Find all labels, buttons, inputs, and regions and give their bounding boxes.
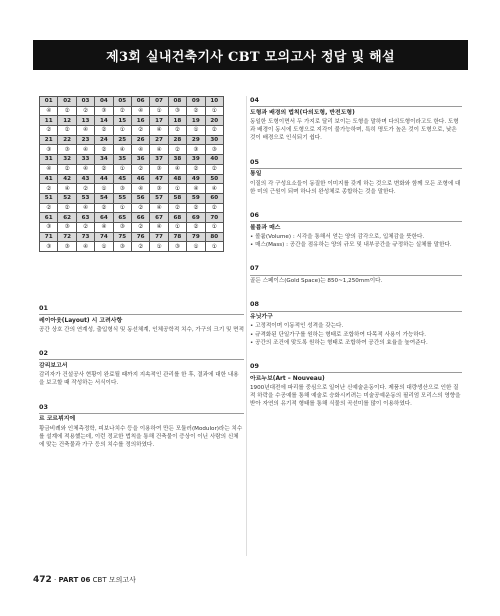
question-number-cell: 16 xyxy=(131,116,149,126)
question-number-cell: 56 xyxy=(131,193,149,203)
question-number-cell: 45 xyxy=(113,174,131,184)
answer-cell: ③ xyxy=(150,184,168,194)
question-number-cell: 49 xyxy=(187,174,205,184)
question-number-row xyxy=(40,155,224,165)
answer-cell: ③ xyxy=(168,106,186,116)
explanation-section xyxy=(39,349,244,387)
explanation-section xyxy=(250,211,462,249)
answer-cell: ② xyxy=(40,126,58,136)
question-number-cell: 37 xyxy=(150,155,168,165)
explanation-section xyxy=(250,96,462,143)
explanation-section xyxy=(39,304,244,334)
answer-cell: ③ xyxy=(168,242,186,252)
explanation-number: 08 xyxy=(250,300,462,311)
answer-cell: ② xyxy=(95,145,113,155)
page-title: 제3회 실내건축기사 CBT 모의고사 정답 및 해설 xyxy=(106,49,395,65)
answer-row xyxy=(40,145,224,155)
question-number-cell: 71 xyxy=(40,232,58,242)
question-number-cell: 44 xyxy=(95,174,113,184)
answer-cell: ④ xyxy=(95,222,113,232)
answer-cell: ① xyxy=(205,242,223,252)
answer-cell: ④ xyxy=(187,184,205,194)
question-number-row xyxy=(40,232,224,242)
answer-cell: ③ xyxy=(40,242,58,252)
question-number-cell: 50 xyxy=(205,174,223,184)
answer-cell: ② xyxy=(205,164,223,174)
question-number-cell: 66 xyxy=(131,213,149,223)
question-number-cell: 23 xyxy=(76,135,94,145)
explanation-text: 동일한 도형이면서 두 가지로 달리 보이는 도형을 말하며 다의도형이라고도 한다. 도형과 배경이 동시에 도형으로 지각이 불가능하며, 특히 명도가 높은 것이 도형으로, 낮은 것이 배경으로 인식되기 쉽다. xyxy=(250,119,459,142)
question-number-cell: 28 xyxy=(168,135,186,145)
question-number-cell: 67 xyxy=(150,213,168,223)
answer-cell: ③ xyxy=(187,145,205,155)
question-number-cell: 10 xyxy=(205,97,223,107)
answer-cell: ③ xyxy=(95,106,113,116)
answer-cell: ③ xyxy=(40,145,58,155)
explanation-number: 07 xyxy=(250,264,462,275)
question-number-cell: 35 xyxy=(113,155,131,165)
column-divider xyxy=(246,96,247,556)
question-number-cell: 46 xyxy=(131,174,149,184)
question-number-cell: 48 xyxy=(168,174,186,184)
answer-cell: ④ xyxy=(131,106,149,116)
question-number-cell: 59 xyxy=(187,193,205,203)
explanation-title: 통일 xyxy=(250,171,262,178)
answer-cell: ② xyxy=(187,106,205,116)
answer-cell: ③ xyxy=(58,242,76,252)
answer-row xyxy=(40,126,224,136)
question-number-cell: 61 xyxy=(40,213,58,223)
explanation-text: • 매스(Mass) : 공간을 점유하는 양의 규모 및 내부공간을 규정하는 실체를 말한다. xyxy=(250,242,452,249)
question-number-cell: 39 xyxy=(187,155,205,165)
question-number-cell: 78 xyxy=(168,232,186,242)
explanation-number: 01 xyxy=(39,304,244,315)
question-number-cell: 06 xyxy=(131,97,149,107)
answer-cell: ③ xyxy=(150,164,168,174)
answer-cell: ② xyxy=(168,126,186,136)
question-number-cell: 42 xyxy=(58,174,76,184)
explanation-number: 05 xyxy=(250,158,462,169)
explanation-number: 02 xyxy=(39,349,244,360)
answer-row xyxy=(40,184,224,194)
question-number-cell: 72 xyxy=(58,232,76,242)
answer-cell: ② xyxy=(95,203,113,213)
answer-cell: ④ xyxy=(76,242,94,252)
answer-cell: ④ xyxy=(113,145,131,155)
question-number-cell: 70 xyxy=(205,213,223,223)
answer-cell: ④ xyxy=(131,184,149,194)
question-number-cell: 57 xyxy=(150,193,168,203)
footer-part-label: PART 06 xyxy=(58,576,91,584)
answer-row xyxy=(40,222,224,232)
answer-cell: ④ xyxy=(150,126,168,136)
question-number-cell: 05 xyxy=(113,97,131,107)
answer-cell: ② xyxy=(40,184,58,194)
question-number-cell: 27 xyxy=(150,135,168,145)
question-number-cell: 03 xyxy=(76,97,94,107)
explanation-title: 유닛가구 xyxy=(250,314,273,321)
answer-row xyxy=(40,164,224,174)
explanation-title: 레이아웃(Layout) 시 고려사항 xyxy=(39,317,123,324)
explanation-section xyxy=(39,403,244,450)
question-number-cell: 51 xyxy=(40,193,58,203)
explanation-section xyxy=(250,300,462,347)
answer-cell: ④ xyxy=(168,164,186,174)
question-number-cell: 14 xyxy=(95,116,113,126)
explanation-section xyxy=(250,362,462,409)
question-number-cell: 58 xyxy=(168,193,186,203)
explanation-text: • 공간의 조건에 맞도록 원하는 형태로 조합하여 공간의 효율을 높여준다. xyxy=(250,339,428,346)
question-number-cell: 17 xyxy=(150,116,168,126)
question-number-cell: 26 xyxy=(131,135,149,145)
question-number-cell: 32 xyxy=(58,155,76,165)
answer-cell: ④ xyxy=(58,184,76,194)
answer-cell: ② xyxy=(187,222,205,232)
explanation-text: • 고정적이며 이동적인 성격을 갖는다. xyxy=(250,323,344,330)
question-number-cell: 30 xyxy=(205,135,223,145)
explanation-text: 황금비례와 인체측정학, 피보나치수 등을 이용하여 만든 모듈러(Modulor)라는 치수를 설계에 적용했는데, 이런 정교한 법칙을 통해 건축물이 증상이 이닌 사람의 신체에 맞는 건축물과 가구 등의 치수를 정의하였다. xyxy=(39,425,243,449)
answer-cell: ① xyxy=(113,126,131,136)
question-number-cell: 60 xyxy=(205,193,223,203)
question-number-cell: 65 xyxy=(113,213,131,223)
answer-cell: ① xyxy=(205,106,223,116)
question-number-cell: 76 xyxy=(131,232,149,242)
answer-cell: ② xyxy=(95,164,113,174)
answer-cell: ② xyxy=(131,126,149,136)
answer-cell: ④ xyxy=(150,222,168,232)
explanation-title: 르 코르뷔지에 xyxy=(39,416,76,423)
explanation-number: 03 xyxy=(39,403,244,414)
answer-cell: ② xyxy=(205,203,223,213)
answer-cell: ② xyxy=(131,203,149,213)
answer-cell: ② xyxy=(58,106,76,116)
answer-cell: ② xyxy=(40,203,58,213)
question-number-cell: 22 xyxy=(58,135,76,145)
question-number-cell: 33 xyxy=(76,155,94,165)
answer-cell: ③ xyxy=(113,184,131,194)
question-number-cell: 75 xyxy=(113,232,131,242)
question-number-cell: 74 xyxy=(95,232,113,242)
answer-cell: ① xyxy=(168,184,186,194)
answer-cell: ① xyxy=(205,222,223,232)
question-number-cell: 36 xyxy=(131,155,149,165)
question-number-cell: 08 xyxy=(168,97,186,107)
question-number-cell: 21 xyxy=(40,135,58,145)
explanation-text: 감리자가 건설공사 현황이 완료될 때까지 지속적인 관리를 한 후, 결과에 대한 내용을 보고할 때 작성하는 서식이다. xyxy=(39,372,239,387)
explanation-title: 아르누보(Art – Nouveau) xyxy=(250,375,325,382)
answer-cell: ① xyxy=(95,184,113,194)
answer-cell: ② xyxy=(131,164,149,174)
answer-cell: ① xyxy=(150,106,168,116)
left-explanation-column xyxy=(39,304,244,464)
answer-cell: ② xyxy=(168,203,186,213)
question-number-cell: 15 xyxy=(113,116,131,126)
answer-cell: ② xyxy=(58,126,76,136)
answer-cell: ④ xyxy=(76,145,94,155)
question-number-cell: 02 xyxy=(58,97,76,107)
footer-book-title: CBT 모의고사 xyxy=(92,576,136,584)
explanation-text: 1900년대전에 파리를 중심으로 일어난 신예술운동이다. 제품의 대량생산으로 인한 질적 하락을 수공예를 통해 예술로 승화시키려는 미술공예운동의 필리엄 모리스의 영향을 받아 자연의 유기적 형태를 통해 식물의 곡선미를 많이 이용하였다. xyxy=(250,385,461,408)
explanation-text: • 규격화된 단일가구를 원하는 형태로 조합하여 다목적 사용이 가능하다. xyxy=(250,331,427,338)
explanation-number: 09 xyxy=(250,362,462,373)
explanation-text: 공간 상호 간의 연계성, 출입형식 및 동선체계, 인체공학적 치수, 가구의 크기 및 면적 xyxy=(39,327,244,333)
explanation-number: 06 xyxy=(250,211,462,222)
question-number-cell: 13 xyxy=(76,116,94,126)
question-number-cell: 68 xyxy=(168,213,186,223)
explanation-number: 04 xyxy=(250,96,462,107)
answer-cell: ② xyxy=(95,126,113,136)
answer-cell: ④ xyxy=(131,145,149,155)
answer-cell: ④ xyxy=(40,106,58,116)
question-number-cell: 40 xyxy=(205,155,223,165)
explanation-title: 감리보고서 xyxy=(39,363,68,369)
answer-cell: ② xyxy=(131,222,149,232)
question-number-row xyxy=(40,116,224,126)
question-number-cell: 64 xyxy=(95,213,113,223)
question-number-cell: 24 xyxy=(95,135,113,145)
answer-cell: ④ xyxy=(40,164,58,174)
question-number-cell: 18 xyxy=(168,116,186,126)
answer-cell: ② xyxy=(187,203,205,213)
answer-cell: ④ xyxy=(205,184,223,194)
answer-cell: ② xyxy=(76,222,94,232)
answer-cell: ④ xyxy=(76,164,94,174)
answer-cell: ② xyxy=(205,126,223,136)
explanation-text: 이질의 각 구성요소들이 동질한 이미지를 갖게 하는 것으로 변화와 함께 모든 조형에 대한 미의 근원이 되며 하나의 완성체로 종합하는 것을 말한다. xyxy=(250,180,461,195)
answer-cell: ① xyxy=(113,164,131,174)
answer-cell: ① xyxy=(187,126,205,136)
answer-cell: ② xyxy=(168,145,186,155)
answer-row xyxy=(40,242,224,252)
answer-cell: ④ xyxy=(150,145,168,155)
answer-cell: ③ xyxy=(40,222,58,232)
question-number-cell: 07 xyxy=(150,97,168,107)
question-number-cell: 54 xyxy=(95,193,113,203)
explanation-section xyxy=(250,264,462,285)
question-number-cell: 04 xyxy=(95,97,113,107)
question-number-cell: 63 xyxy=(76,213,94,223)
question-number-row xyxy=(40,193,224,203)
answer-cell: ① xyxy=(113,203,131,213)
answer-cell: ② xyxy=(131,242,149,252)
answer-cell: ② xyxy=(76,184,94,194)
right-explanation-column xyxy=(250,96,462,424)
question-number-row xyxy=(40,213,224,223)
question-number-cell: 47 xyxy=(150,174,168,184)
question-number-cell: 34 xyxy=(95,155,113,165)
question-number-cell: 69 xyxy=(187,213,205,223)
answer-cell: ④ xyxy=(150,203,168,213)
answer-cell: ① xyxy=(150,242,168,252)
question-number-cell: 11 xyxy=(40,116,58,126)
explanation-title: 볼륨과 매스 xyxy=(250,224,281,231)
answer-cell: ② xyxy=(76,106,94,116)
answer-cell: ③ xyxy=(58,222,76,232)
answer-table xyxy=(39,96,224,252)
answer-cell: ① xyxy=(187,242,205,252)
question-number-cell: 80 xyxy=(205,232,223,242)
answer-cell: ① xyxy=(95,242,113,252)
question-number-cell: 43 xyxy=(76,174,94,184)
question-number-cell: 20 xyxy=(205,116,223,126)
question-number-cell: 73 xyxy=(76,232,94,242)
question-number-cell: 31 xyxy=(40,155,58,165)
question-number-cell: 01 xyxy=(40,97,58,107)
page-number: 472 xyxy=(33,575,52,585)
page-footer xyxy=(33,575,136,585)
question-number-cell: 41 xyxy=(40,174,58,184)
question-number-cell: 29 xyxy=(187,135,205,145)
question-number-cell: 79 xyxy=(187,232,205,242)
page-header-banner xyxy=(33,40,468,70)
explanation-text: • 볼륨(Volume) : 시각을 통해서 얻는 양의 감각으로, 입체감을 뜻한다. xyxy=(250,234,425,241)
answer-cell: ② xyxy=(58,164,76,174)
answer-cell: ② xyxy=(113,106,131,116)
question-number-cell: 12 xyxy=(58,116,76,126)
question-number-cell: 09 xyxy=(187,97,205,107)
answer-cell: ③ xyxy=(113,242,131,252)
question-number-cell: 53 xyxy=(76,193,94,203)
answer-cell: ③ xyxy=(113,222,131,232)
answer-row xyxy=(40,106,224,116)
question-number-cell: 62 xyxy=(58,213,76,223)
answer-cell: ④ xyxy=(76,126,94,136)
explanation-title: 도형과 배경의 법칙(다의도형, 반전도형) xyxy=(250,109,355,116)
answer-cell: ② xyxy=(187,164,205,174)
question-number-row xyxy=(40,97,224,107)
question-number-cell: 25 xyxy=(113,135,131,145)
answer-cell: ① xyxy=(168,222,186,232)
question-number-cell: 55 xyxy=(113,193,131,203)
answer-cell: ③ xyxy=(205,145,223,155)
answer-row xyxy=(40,203,224,213)
question-number-row xyxy=(40,135,224,145)
footer-separator: · xyxy=(51,576,59,584)
answer-cell: ③ xyxy=(58,145,76,155)
explanation-section xyxy=(250,158,462,196)
question-number-cell: 38 xyxy=(168,155,186,165)
question-number-cell: 19 xyxy=(187,116,205,126)
question-number-row xyxy=(40,174,224,184)
answer-cell: ④ xyxy=(76,203,94,213)
question-number-cell: 77 xyxy=(150,232,168,242)
question-number-cell: 52 xyxy=(58,193,76,203)
explanation-text: 골든 스페이스(Gold Space)는 850~1,250mm이다. xyxy=(250,278,383,285)
answer-cell: ② xyxy=(58,203,76,213)
